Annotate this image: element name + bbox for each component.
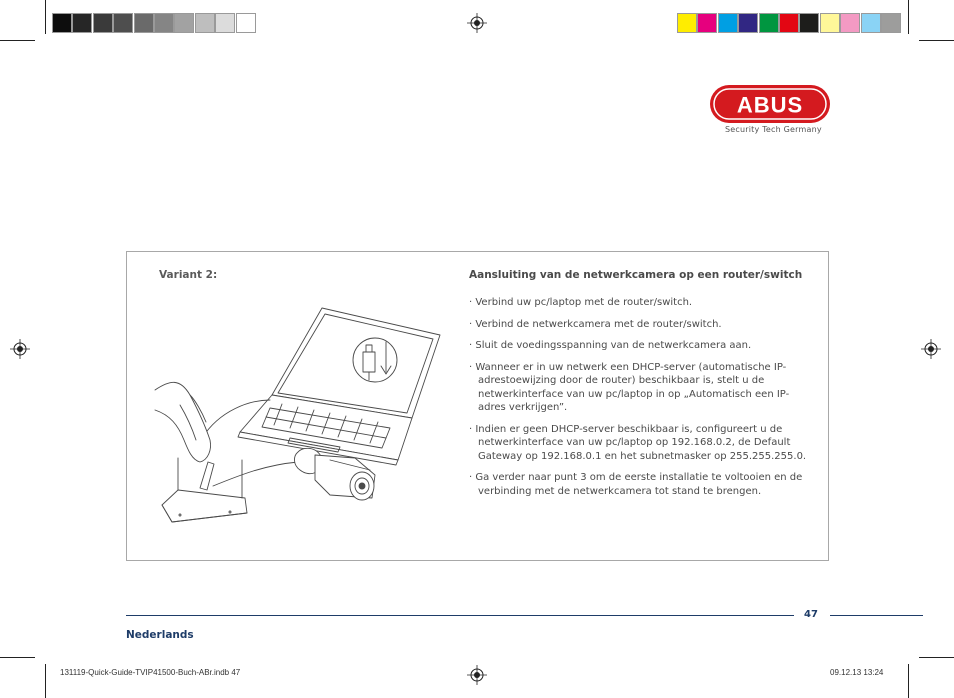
crop-mark (919, 657, 954, 658)
hand-icon (155, 382, 211, 462)
crop-mark (908, 0, 909, 34)
logo-wordmark: ABUS (736, 92, 804, 118)
color-swatch (861, 13, 881, 33)
crop-mark (45, 664, 46, 698)
ethernet-plug-icon (353, 338, 397, 382)
connection-illustration (150, 300, 450, 530)
instruction-item: · Ga verder naar punt 3 om de eerste installatie te voltooien en de verbinding met de netwerkcamera tot stand te brengen. (469, 471, 814, 498)
instruction-item: · Indien er geen DHCP-server beschikbaar is, configureert u de netwerkinterface van uw pc/laptop op 192.168.0.2, de Default Gateway op 192.168.0.1 en het subnetmasker op 255.255.255.0. (469, 423, 814, 464)
color-swatch (759, 13, 779, 33)
instruction-item: · Sluit de voedingsspanning van de netwerkcamera aan. (469, 339, 814, 353)
color-swatch (72, 13, 92, 33)
language-label: Nederlands (126, 629, 194, 641)
registration-mark-icon (921, 339, 941, 359)
router-icon (162, 458, 247, 522)
color-swatch (779, 13, 799, 33)
logo-tagline: Security Tech Germany (725, 125, 822, 134)
instruction-item: · Wanneer er in uw netwerk een DHCP-server (automatische IP-adrestoewijzing door de router) beschikbaar is, stelt u de netwerkinterface van uw pc/laptop in op „Automatisch een IP-adres verkrijgen”. (469, 361, 814, 415)
color-swatch (195, 13, 215, 33)
crop-mark (919, 40, 954, 41)
file-slug: 131119-Quick-Guide-TVIP41500-Buch-ABr.indb 47 (60, 668, 241, 677)
color-swatch (52, 13, 72, 33)
page-number: 47 (804, 609, 818, 620)
color-swatch (215, 13, 235, 33)
color-swatch (677, 13, 697, 33)
color-swatch (134, 13, 154, 33)
abus-logo (709, 84, 831, 124)
crop-mark (0, 657, 35, 658)
color-swatch (236, 13, 256, 33)
timestamp-slug: 09.12.13 13:24 (830, 668, 884, 677)
color-swatch (93, 13, 113, 33)
cable (213, 462, 298, 486)
color-swatch (174, 13, 194, 33)
color-swatch (820, 13, 840, 33)
instruction-list (469, 296, 814, 506)
laptop-icon (238, 308, 440, 465)
color-swatch (840, 13, 860, 33)
instruction-item: · Verbind uw pc/laptop met de router/switch. (469, 296, 814, 310)
color-swatch (799, 13, 819, 33)
registration-mark-icon (10, 339, 30, 359)
footer-rule-right (830, 615, 923, 616)
color-swatch (881, 13, 901, 33)
color-swatch (738, 13, 758, 33)
crop-mark (45, 0, 46, 34)
color-swatch (718, 13, 738, 33)
instruction-item: · Verbind de netwerkcamera met de router/switch. (469, 318, 814, 332)
registration-mark-icon (467, 13, 487, 33)
registration-mark-icon (467, 665, 487, 685)
variant-label: Variant 2: (159, 269, 218, 281)
crop-mark (0, 40, 35, 41)
crop-mark (908, 664, 909, 698)
section-heading: Aansluiting van de netwerkcamera op een router/switch (469, 269, 803, 281)
color-swatch (697, 13, 717, 33)
footer-rule-left (126, 615, 794, 616)
color-swatch (113, 13, 133, 33)
color-swatch (154, 13, 174, 33)
